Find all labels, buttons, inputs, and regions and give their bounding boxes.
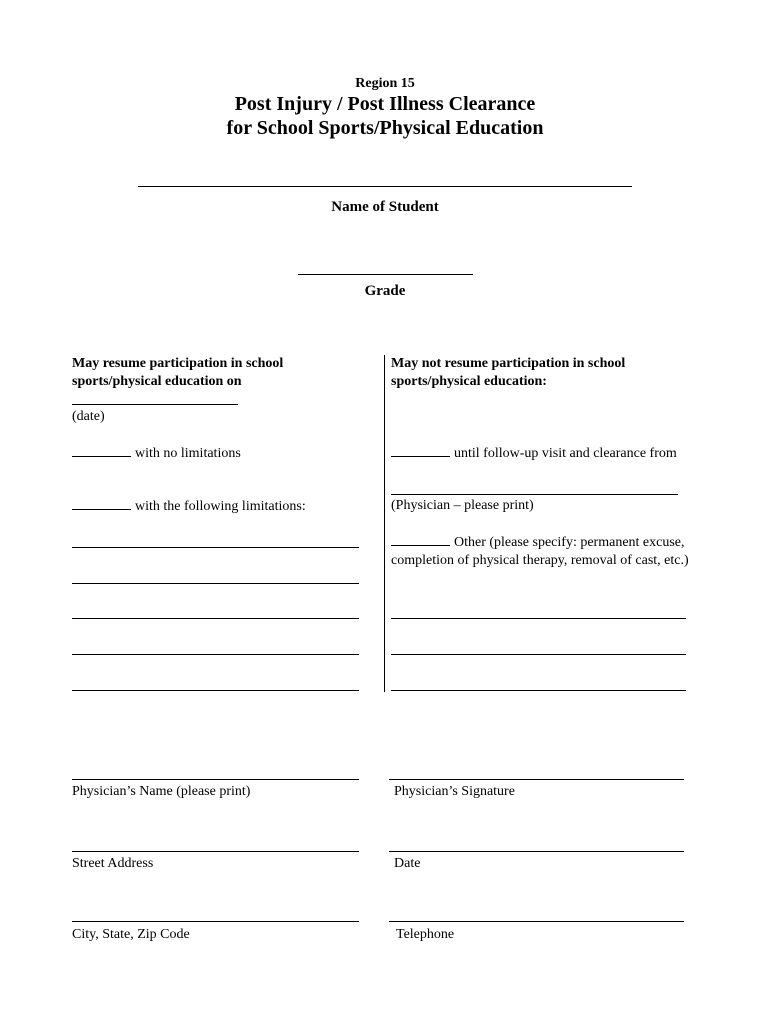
limitations-line-5[interactable]	[72, 690, 359, 691]
grade-label: Grade	[364, 283, 406, 299]
telephone-label: Telephone	[396, 927, 455, 942]
street-address-field[interactable]	[72, 851, 359, 852]
other-line-2[interactable]	[391, 654, 686, 655]
may-resume-heading: May resume participation in school sports/physical education on	[72, 356, 284, 389]
physician-signature-label: Physician’s Signature	[394, 784, 515, 799]
form-title-line2: for School Sports/Physical Education	[226, 117, 544, 139]
form-title-line1: Post Injury / Post Illness Clearance	[234, 93, 536, 115]
no-limitations-row	[72, 444, 241, 463]
student-name-field[interactable]	[138, 186, 632, 187]
no-limitations-checkbox-blank[interactable]	[72, 444, 131, 457]
limitations-line-2[interactable]	[72, 583, 359, 584]
until-followup-row	[391, 444, 677, 463]
physician-name-label: Physician’s Name (please print)	[72, 784, 251, 799]
date-field[interactable]	[389, 851, 684, 852]
column-divider	[384, 355, 385, 692]
physician-print-field[interactable]	[391, 494, 678, 495]
region-label: Region 15	[355, 76, 415, 91]
date-label: (date)	[72, 409, 105, 424]
limitations-line-1[interactable]	[72, 547, 359, 548]
until-followup-checkbox-blank[interactable]	[391, 444, 450, 457]
limitations-line-3[interactable]	[72, 618, 359, 619]
other-row	[391, 533, 691, 570]
physician-signature-field[interactable]	[389, 779, 684, 780]
physician-print-label: (Physician – please print)	[391, 498, 534, 513]
grade-field[interactable]	[298, 274, 473, 275]
no-limitations-label: with no limitations	[135, 446, 241, 461]
other-checkbox-blank[interactable]	[391, 533, 450, 546]
other-line-1[interactable]	[391, 618, 686, 619]
other-label: Other (please specify: permanent excuse, completion of physical therapy, removal of cast, etc.)	[391, 535, 689, 568]
until-followup-label: until follow-up visit and clearance from	[454, 446, 677, 461]
resume-date-field[interactable]	[72, 404, 238, 405]
date-field-label: Date	[394, 856, 421, 871]
with-limitations-label: with the following limitations:	[135, 499, 306, 514]
city-state-zip-field[interactable]	[72, 921, 359, 922]
may-not-resume-heading: May not resume participation in school sports/physical education:	[391, 356, 626, 389]
with-limitations-row	[72, 497, 306, 516]
limitations-line-4[interactable]	[72, 654, 359, 655]
physician-name-field[interactable]	[72, 779, 359, 780]
with-limitations-checkbox-blank[interactable]	[72, 497, 131, 510]
street-address-label: Street Address	[72, 856, 154, 871]
telephone-field[interactable]	[389, 921, 684, 922]
other-line-3[interactable]	[391, 690, 686, 691]
student-name-label: Name of Student	[331, 199, 439, 215]
city-state-zip-label: City, State, Zip Code	[72, 927, 190, 942]
